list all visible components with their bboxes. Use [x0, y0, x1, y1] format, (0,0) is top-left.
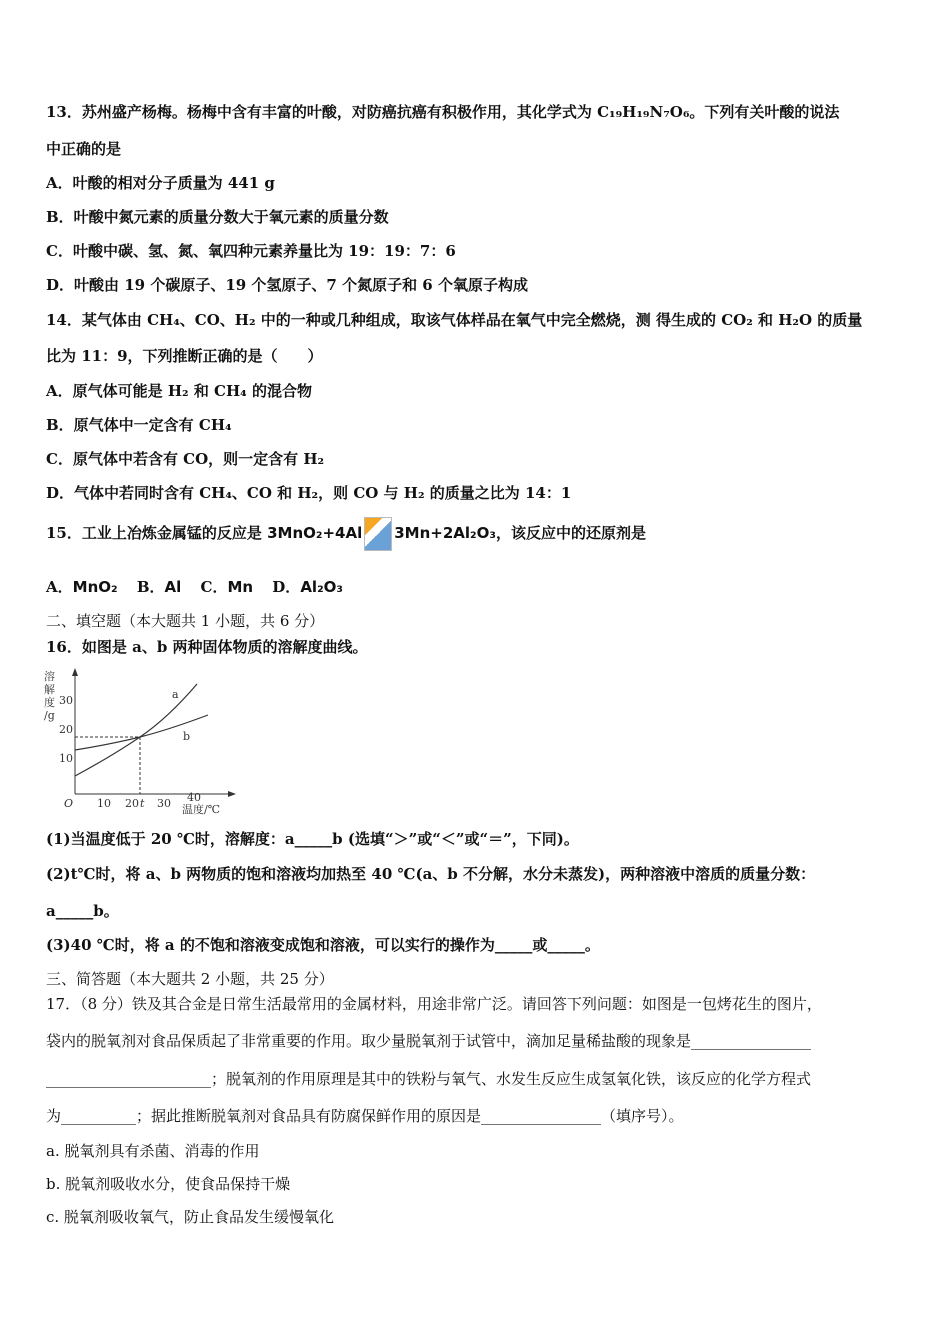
ytick-30: 30 — [59, 694, 73, 707]
q13-stem-line1: 13．苏州盛产杨梅。杨梅中含有丰富的叶酸，对防癌抗癌有积极作用，其化学式为 C₁₉H₁₉N₇O₆。下列有关叶酸的说法 — [46, 103, 840, 121]
q15-suffix: ，该反应中的还原剂是 — [495, 524, 646, 542]
q13-option-d: D．叶酸由 19 个碳原子、19 个氢原子、7 个氮原子和 6 个氧原子构成 — [46, 276, 528, 294]
ytick-10: 10 — [59, 752, 73, 765]
ylabel-char-4: /g — [44, 709, 55, 722]
q15-options — [46, 577, 357, 597]
q17-option-b: b. 脱氧剂吸收水分，使食品保持干燥 — [46, 1175, 291, 1193]
x-axis-label: 温度/℃ — [182, 803, 221, 816]
q14-option-a: A．原气体可能是 H₂ 和 CH₄ 的混合物 — [46, 382, 312, 400]
q15-reactants: 3MnO₂+4Al — [267, 524, 363, 542]
q13-stem-line2: 中正确的是 — [46, 140, 122, 158]
origin-label: O — [64, 797, 74, 810]
q15-products: 3Mn+2Al₂O₃ — [394, 524, 496, 542]
xtick-30: 30 — [157, 797, 171, 810]
curve-a — [75, 684, 197, 776]
q14-option-b: B．原气体中一定含有 CH₄ — [46, 416, 232, 434]
section-3-heading: 三、简答题（本大题共 2 小题，共 25 分） — [46, 970, 334, 988]
ytick-20: 20 — [59, 723, 73, 736]
q17-line3: ______________________；脱氧剂的作用原理是其中的铁粉与氧气、水发生反应生成氢氧化铁，该反应的化学方程式 — [46, 1070, 812, 1088]
xtick-10: 10 — [97, 797, 111, 810]
q17-line1: 17．（8 分）铁及其合金是日常生活最常用的金属材料，用途非常广泛。请回答下列问题：如图是一包烤花生的图片， — [46, 995, 822, 1013]
xtick-40: 40 — [187, 791, 201, 804]
q17-line2: 袋内的脱氧剂对食品保质起了非常重要的作用。取少量脱氧剂于试管中，滴加足量稀盐酸的现象是________________ — [46, 1032, 812, 1050]
q17-option-c: c. 脱氧剂吸收氧气，防止食品发生缓慢氧化 — [46, 1208, 334, 1226]
q15-option-b: B．Al — [136, 578, 182, 596]
x-axis-arrow — [228, 791, 236, 797]
q13-option-b: B．叶酸中氮元素的质量分数大于氧元素的质量分数 — [46, 208, 389, 226]
q15-option-c: C．Mn — [200, 578, 254, 596]
curve-a-label: a — [172, 688, 179, 701]
q15-prefix: 15．工业上冶炼金属锰的反应是 — [46, 524, 268, 542]
q16-part1: (1)当温度低于 20 ℃时，溶解度：a_____b (选填“＞”或“＜”或“＝”，下同)。 — [46, 830, 579, 848]
q16-part2: (2)t℃时，将 a、b 两物质的饱和溶液均加热至 40 ℃(a、b 不分解，水分未蒸发)，两种溶液中溶质的质量分数： — [46, 865, 816, 883]
q16-part2-answer: a_____b。 — [46, 902, 119, 920]
q16-part3: (3)40 ℃时，将 a 的不饱和溶液变成饱和溶液，可以实行的操作为_____或_____。 — [46, 936, 600, 954]
q14-option-c: C．原气体中若含有 CO，则一定含有 H₂ — [46, 450, 325, 468]
section-2-heading: 二、填空题（本大题共 1 小题，共 6 分） — [46, 612, 325, 630]
xtick-t: t — [140, 797, 145, 810]
ylabel-char-3: 度 — [44, 696, 55, 709]
solubility-curve-graph — [42, 664, 242, 816]
ylabel-char-2: 解 — [44, 683, 55, 696]
q15-stem — [46, 517, 646, 551]
curve-b-label: b — [183, 730, 191, 743]
q14-option-d: D．气体中若同时含有 CH₄、CO 和 H₂，则 CO 与 H₂ 的质量之比为 14：1 — [46, 484, 572, 502]
q13-option-c: C．叶酸中碳、氢、氮、氧四种元素养量比为 19：19：7：6 — [46, 242, 456, 260]
q16-stem: 16．如图是 a、b 两种固体物质的溶解度曲线。 — [46, 638, 368, 656]
q14-stem-line2: 比为 11：9，下列推断正确的是（ ） — [46, 347, 323, 365]
y-axis-arrow — [72, 668, 78, 676]
q13-option-a: A．叶酸的相对分子质量为 441 g — [46, 174, 275, 192]
q14-stem-line1: 14．某气体由 CH₄、CO、H₂ 中的一种或几种组成，取该气体样品在氧气中完全燃烧，测 得生成的 CO₂ 和 H₂O 的质量 — [46, 311, 863, 329]
ylabel-char-1: 溶 — [44, 670, 55, 683]
q15-option-d: D．Al₂O₃ — [272, 578, 343, 596]
q17-line4: 为__________；据此推断脱氧剂对食品具有防腐保鲜作用的原因是________________（填序号）。 — [46, 1107, 684, 1125]
xtick-20: 20 — [125, 797, 139, 810]
q15-option-a: A．MnO₂ — [46, 578, 118, 596]
q17-option-a: a. 脱氧剂具有杀菌、消毒的作用 — [46, 1142, 260, 1160]
reaction-condition-image-icon — [364, 517, 392, 551]
